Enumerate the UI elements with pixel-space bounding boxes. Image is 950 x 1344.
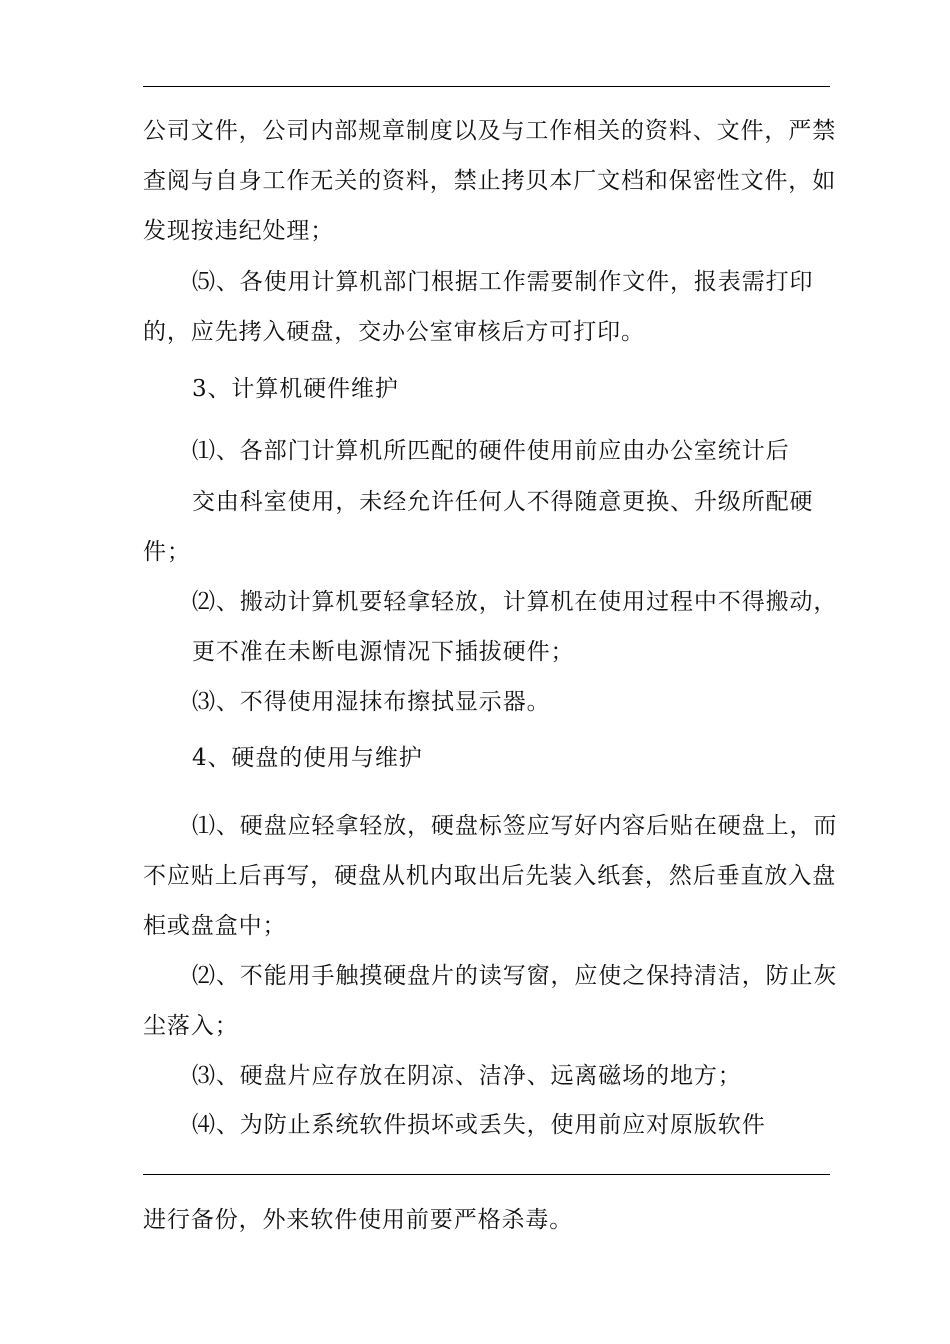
body-text-line: ⑸、各使用计算机部门根据工作需要制作文件，报表需打印 <box>192 269 814 295</box>
header-rule <box>143 86 830 87</box>
body-text-line: ⑴、硬盘应轻拿轻放，硬盘标签应写好内容后贴在硬盘上，而 <box>192 813 838 839</box>
footer-rule <box>143 1174 830 1175</box>
body-text-line: 进行备份，外来软件使用前要严格杀毒。 <box>143 1207 574 1233</box>
body-text-line: 柜或盘盒中； <box>143 913 287 939</box>
body-text-line: ⑶、不得使用湿抹布擦拭显示器。 <box>192 689 551 715</box>
body-text-line: ⑵、不能用手触摸硬盘片的读写窗，应使之保持清洁，防止灰 <box>192 963 838 989</box>
body-text-line: 件； <box>143 539 191 565</box>
body-text-line: ⑶、硬盘片应存放在阴凉、洁净、远离磁场的地方； <box>192 1063 742 1089</box>
body-text-line: ⑴、各部门计算机所匹配的硬件使用前应由办公室统计后 <box>192 438 790 464</box>
body-text-line: 查阅与自身工作无关的资料，禁止拷贝本厂文档和保密性文件，如 <box>143 168 837 194</box>
section-heading: 4、硬盘的使用与维护 <box>192 745 423 771</box>
body-text-line: 的，应先拷入硬盘，交办公室审核后方可打印。 <box>143 319 645 345</box>
body-text-line: 更不准在未断电源情况下插拔硬件； <box>192 639 575 665</box>
body-text-line: 公司文件，公司内部规章制度以及与工作相关的资料、文件，严禁 <box>143 118 837 144</box>
body-text-line: ⑵、搬动计算机要轻拿轻放，计算机在使用过程中不得搬动， <box>192 589 838 615</box>
body-text-line: 交由科室使用，未经允许任何人不得随意更换、升级所配硬 <box>192 489 814 515</box>
body-text-line: 不应贴上后再写，硬盘从机内取出后先装入纸套，然后垂直放入盘 <box>143 863 837 889</box>
body-text-line: 尘落入； <box>143 1013 239 1039</box>
body-text-line: ⑷、为防止系统软件损坏或丢失，使用前应对原版软件 <box>192 1112 766 1138</box>
section-heading: 3、计算机硬件维护 <box>192 376 399 402</box>
body-text-line: 发现按违纪处理； <box>143 218 335 244</box>
